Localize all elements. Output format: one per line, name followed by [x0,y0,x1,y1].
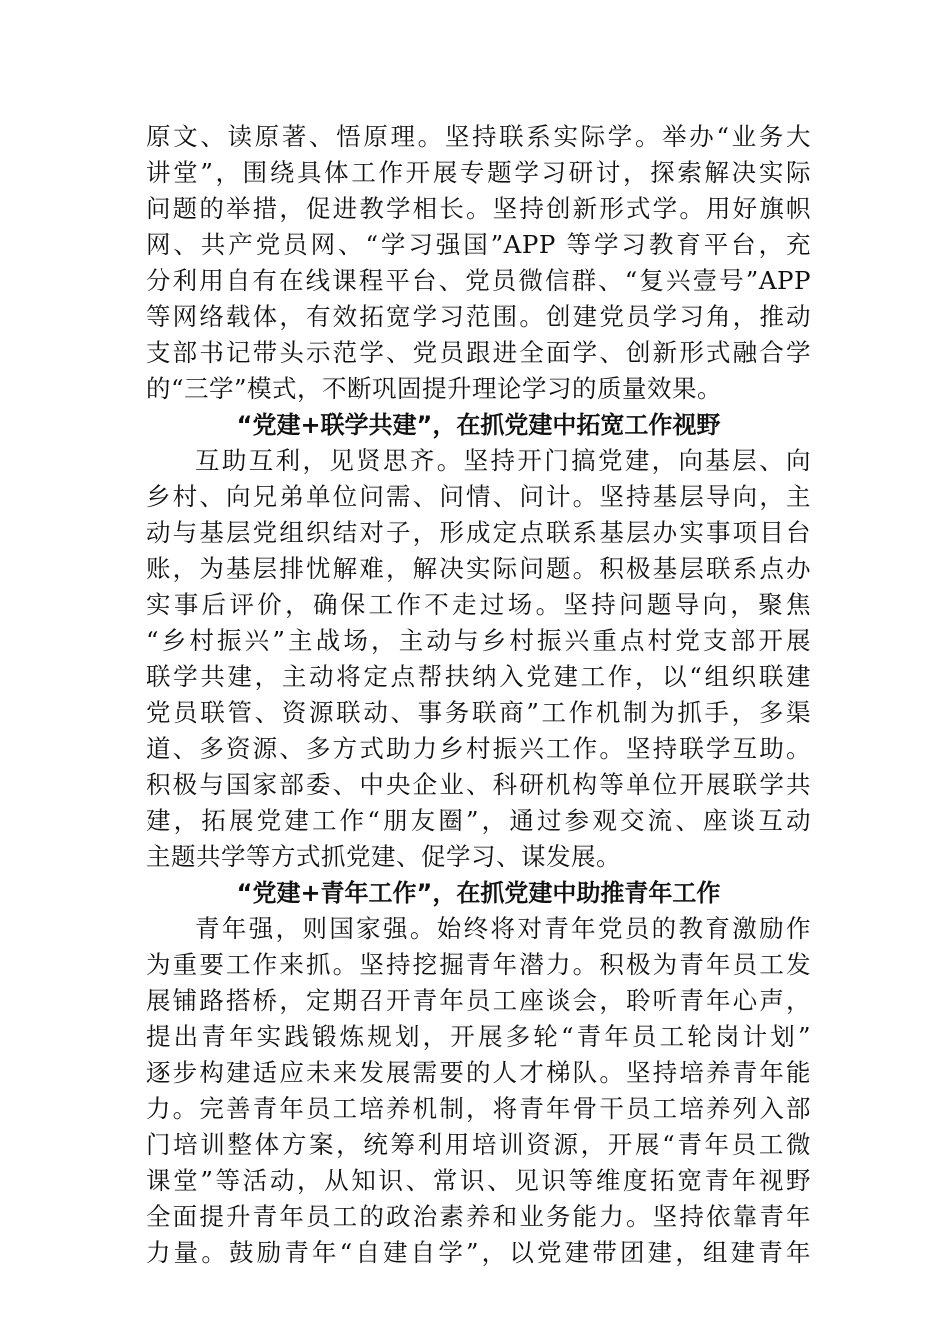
text-line: 青年强，则国家强。始终将对青年党员的教育激励作 [195,914,811,943]
text-line: 建，拓展党建工作“朋友圈”，通过参观交流、座谈互动 [146,806,811,835]
text-line: 道、多资源、多方式助力乡村振兴工作。坚持联学互助。 [146,734,811,763]
text-line: 实事后评价，确保工作不走过场。坚持问题导向，聚焦 [146,590,811,619]
text-line: 分利用自有在线课程平台、党员微信群、“复兴壹号”APP [146,266,811,295]
text-line: 力量。鼓励青年“自建自学”，以党建带团建，组建青年 [146,1238,811,1267]
text-line: 的“三学”模式，不断巩固提升理论学习的质量效果。 [146,374,723,403]
text-line: 主题共学等方式抓党建、促学习、谋发展。 [146,842,621,871]
text-line: 逐步构建适应未来发展需要的人才梯队。坚持培养青年能 [146,1058,811,1087]
text-line: 账，为基层排忧解难，解决实际问题。积极基层联系点办 [146,554,811,583]
text-line: 门培训整体方案，统筹利用培训资源，开展“青年员工微 [146,1130,811,1159]
text-line: 网、共产党员网、“学习强国”APP 等学习教育平台，充 [146,230,811,259]
text-line: 力。完善青年员工培养机制，将青年骨干员工培养列入部 [146,1094,811,1123]
text-line: 原文、读原著、悟原理。坚持联系实际学。举办“业务大 [146,122,811,151]
text-line: 课堂”等活动，从知识、常识、见识等维度拓宽青年视野 [146,1166,811,1195]
text-line: 联学共建，主动将定点帮扶纳入党建工作，以“组织联建 [146,662,811,691]
section-heading-joint-building: “党建+联学共建”，在抓党建中拓宽工作视野 [236,411,721,439]
text-line: 问题的举措，促进教学相长。坚持创新形式学。用好旗帜 [146,194,811,223]
text-line: 展铺路搭桥，定期召开青年员工座谈会，聆听青年心声， [146,986,811,1015]
text-line: 支部书记带头示范学、党员跟进全面学、创新形式融合学 [146,338,811,367]
text-line: 乡村、向兄弟单位问需、问情、问计。坚持基层导向，主 [146,482,811,511]
text-line: 互助互利，见贤思齐。坚持开门搞党建，向基层、向 [195,446,811,475]
text-line: 为重要工作来抓。坚持挖掘青年潜力。积极为青年员工发 [146,950,811,979]
text-line: “乡村振兴”主战场，主动与乡村振兴重点村党支部开展 [146,626,811,655]
text-line: 动与基层党组织结对子，形成定点联系基层办实事项目台 [146,518,811,547]
text-line: 党员联管、资源联动、事务联商”工作机制为抓手，多渠 [146,698,811,727]
text-line: 等网络载体，有效拓宽学习范围。创建党员学习角，推动 [146,302,811,331]
text-line: 全面提升青年员工的政治素养和业务能力。坚持依靠青年 [146,1202,811,1231]
text-line: 积极与国家部委、中央企业、科研机构等单位开展联学共 [146,770,811,799]
text-line: 提出青年实践锻炼规划，开展多轮“青年员工轮岗计划” [146,1022,811,1051]
text-line: 讲堂”，围绕具体工作开展专题学习研讨，探索解决实际 [146,158,811,187]
section-heading-youth-work: “党建+青年工作”，在抓党建中助推青年工作 [236,879,721,907]
paragraph-theory-study [146,119,811,1271]
